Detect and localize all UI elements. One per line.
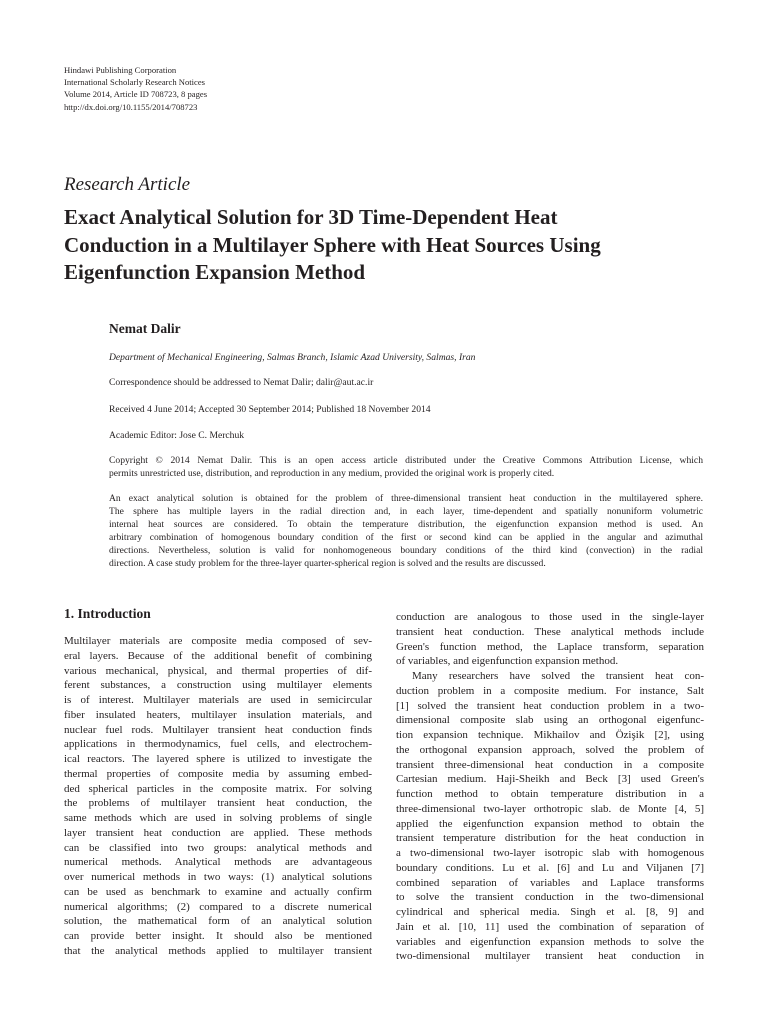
body-line: Jain et al. [10, 11] used the combination of separation of [396, 920, 704, 933]
body-line: applied the eigenfunction expansion method to obtain the [396, 817, 704, 830]
article-type: Research Article [64, 174, 191, 195]
title-line: Exact Analytical Solution for 3D Time-Dependent Heat [64, 205, 558, 229]
abstract [109, 492, 703, 570]
body-line: to solve the transient conduction in the two-dimensional [396, 891, 704, 904]
doi-link[interactable]: http://dx.doi.org/10.1155/2014/708723 [64, 101, 198, 112]
body-line: [1] solved the transient heat conduction problem in a two- [396, 699, 704, 712]
body-line: thermal properties of composite media by assuming embed- [64, 767, 372, 780]
body-line: conduction are analogous to those used in the single-layer [396, 611, 704, 623]
abstract-line: direction. A case study problem for the three-layer quarter-spherical region is solved and the results are discussed. [109, 558, 546, 569]
body-line: transient heat conduction. These analytical methods include [396, 625, 704, 638]
volume-info: Volume 2014, Article ID 708723, 8 pages [64, 89, 208, 100]
body-line: Cartesian medium. Haji-Sheikh and Beck [3] used Green's [396, 773, 704, 786]
body-line: the problems of multilayer transient heat conduction, the [64, 797, 372, 810]
body-line: nuclear fuel rods. Multilayer transient heat conduction finds [64, 723, 372, 736]
body-line: numerical algorithms; (2) compared to a discrete numerical [64, 900, 372, 913]
body-line: three-dimensional two-layer orthotropic slab. de Monte [4, 5] [396, 802, 704, 815]
copyright-line: Copyright © 2014 Nemat Dalir. This is an open access article distributed under the Creative Commons Attribution License, which [109, 455, 703, 466]
abstract-line: directions. Nevertheless, solution is valid for nonhomogeneous boundary conditions of the third kind (convection) in the radial [109, 545, 703, 556]
body-line: solution, the mathematical form of an analytical solution [64, 915, 372, 928]
body-line: can be used as benchmark to examine and actually confirm [64, 885, 372, 898]
abstract-line: An exact analytical solution is obtained for the problem of three-dimensional transient heat conduction in the multilayered sphere. [109, 493, 703, 504]
left-column [64, 634, 372, 959]
abstract-line: arbitrary combination of homogenous boundary condition of the first or second kind can be applied in the angular and azimuthal [109, 532, 703, 543]
body-line: eral layers. Because of the additional benefit of combining [64, 649, 372, 662]
body-line: transient temperature distribution for the heat conduction in [396, 832, 704, 845]
journal-name: International Scholarly Research Notices [64, 77, 206, 88]
body-line: Many researchers have solved the transient heat con- [412, 670, 704, 682]
body-line: cylindrical and spherical media. Singh et al. [8, 9] and [396, 906, 704, 918]
copyright-line: permits unrestricted use, distribution, and reproduction in any medium, provided the original work is properly cited. [109, 468, 555, 479]
body-line: two-dimensional multilayer transient heat conduction in [396, 950, 704, 963]
body-line: fiber insulated heaters, multilayer insulation materials, and [64, 708, 372, 721]
body-line: numerical methods. Analytical methods are advantageous [64, 856, 372, 869]
body-line: function method to obtain temperature distribution in a [396, 788, 704, 800]
body-line: layer transient heat conduction are applied. These methods [64, 826, 372, 839]
body-line: dimensional composite slab using an orthogonal eigenfunc- [396, 714, 704, 727]
body-line: boundary conditions. Lu et al. [6] and Lu and Viljanen [7] [396, 861, 704, 874]
abstract-line: internal heat sources are considered. To obtain the temperature distribution, the eigenfunction expansion method is used. An [109, 519, 703, 530]
academic-editor: Academic Editor: Jose C. Merchuk [109, 430, 245, 441]
body-line: combined separation of variables and Laplace transforms [396, 876, 704, 889]
body-line: ded spherical particles in the composite matrix. For solving [64, 782, 372, 795]
body-line: of variables, and eigenfunction expansion method. [396, 655, 619, 668]
affiliation: Department of Mechanical Engineering, Salmas Branch, Islamic Azad University, Salmas, Iran [109, 352, 476, 363]
right-column [396, 610, 704, 964]
body-line: ical reactors. The layered sphere is utilized to investigate the [64, 753, 372, 765]
body-line: applications in thermodynamics, fuel cells, and electrochem- [64, 738, 372, 751]
section-heading: 1. Introduction [64, 606, 151, 621]
title-line: Eigenfunction Expansion Method [64, 260, 366, 284]
body-line: ferent substances, a construction using multilayer elements [64, 679, 372, 692]
body-line: Multilayer materials are composite media composed of sev- [64, 635, 372, 647]
body-line: transient three-dimensional heat conduction in a composite [396, 758, 704, 771]
body-line: is of interest. Multilayer materials are used in semicircular [64, 694, 372, 706]
publication-dates: Received 4 June 2014; Accepted 30 September 2014; Published 18 November 2014 [109, 404, 431, 415]
copyright-notice [109, 454, 703, 480]
body-line: various mechanical, physical, and thermal properties of dif- [64, 664, 372, 677]
body-line: same methods which are used in solving problems of single [64, 812, 372, 824]
journal-header [64, 64, 207, 113]
abstract-line: The sphere has multiple layers in the radial direction and, in each layer, time-dependent and spatially nonuniform volumetric [109, 506, 703, 517]
body-line: tion expansion technique. Mikhailov and Özişik [2], using [396, 729, 704, 741]
body-line: Green's function method, the Laplace transform, separation [396, 640, 704, 653]
article-title [64, 204, 704, 287]
body-line: variables and eigenfunction expansion methods to solve the [396, 935, 704, 948]
body-line: can be classified into two groups: analytical methods and [64, 841, 372, 854]
body-line: the orthogonal expansion approach, solved the problem of [396, 743, 704, 756]
correspondence: Correspondence should be addressed to Nemat Dalir; dalir@aut.ac.ir [109, 377, 374, 388]
author-name: Nemat Dalir [109, 321, 181, 336]
body-line: a two-dimensional two-layer isotropic slab with homogenous [396, 847, 704, 859]
body-line: can provide better insight. It should also be mentioned [64, 930, 372, 942]
body-line: duction problem in a composite medium. For instance, Salt [396, 684, 704, 697]
title-line: Conduction in a Multilayer Sphere with Heat Sources Using [64, 232, 601, 257]
publisher: Hindawi Publishing Corporation [64, 65, 177, 75]
body-line: over numerical methods in two ways: (1) analytical solutions [64, 871, 372, 883]
body-line: that the analytical methods applied to multilayer transient [64, 944, 372, 957]
